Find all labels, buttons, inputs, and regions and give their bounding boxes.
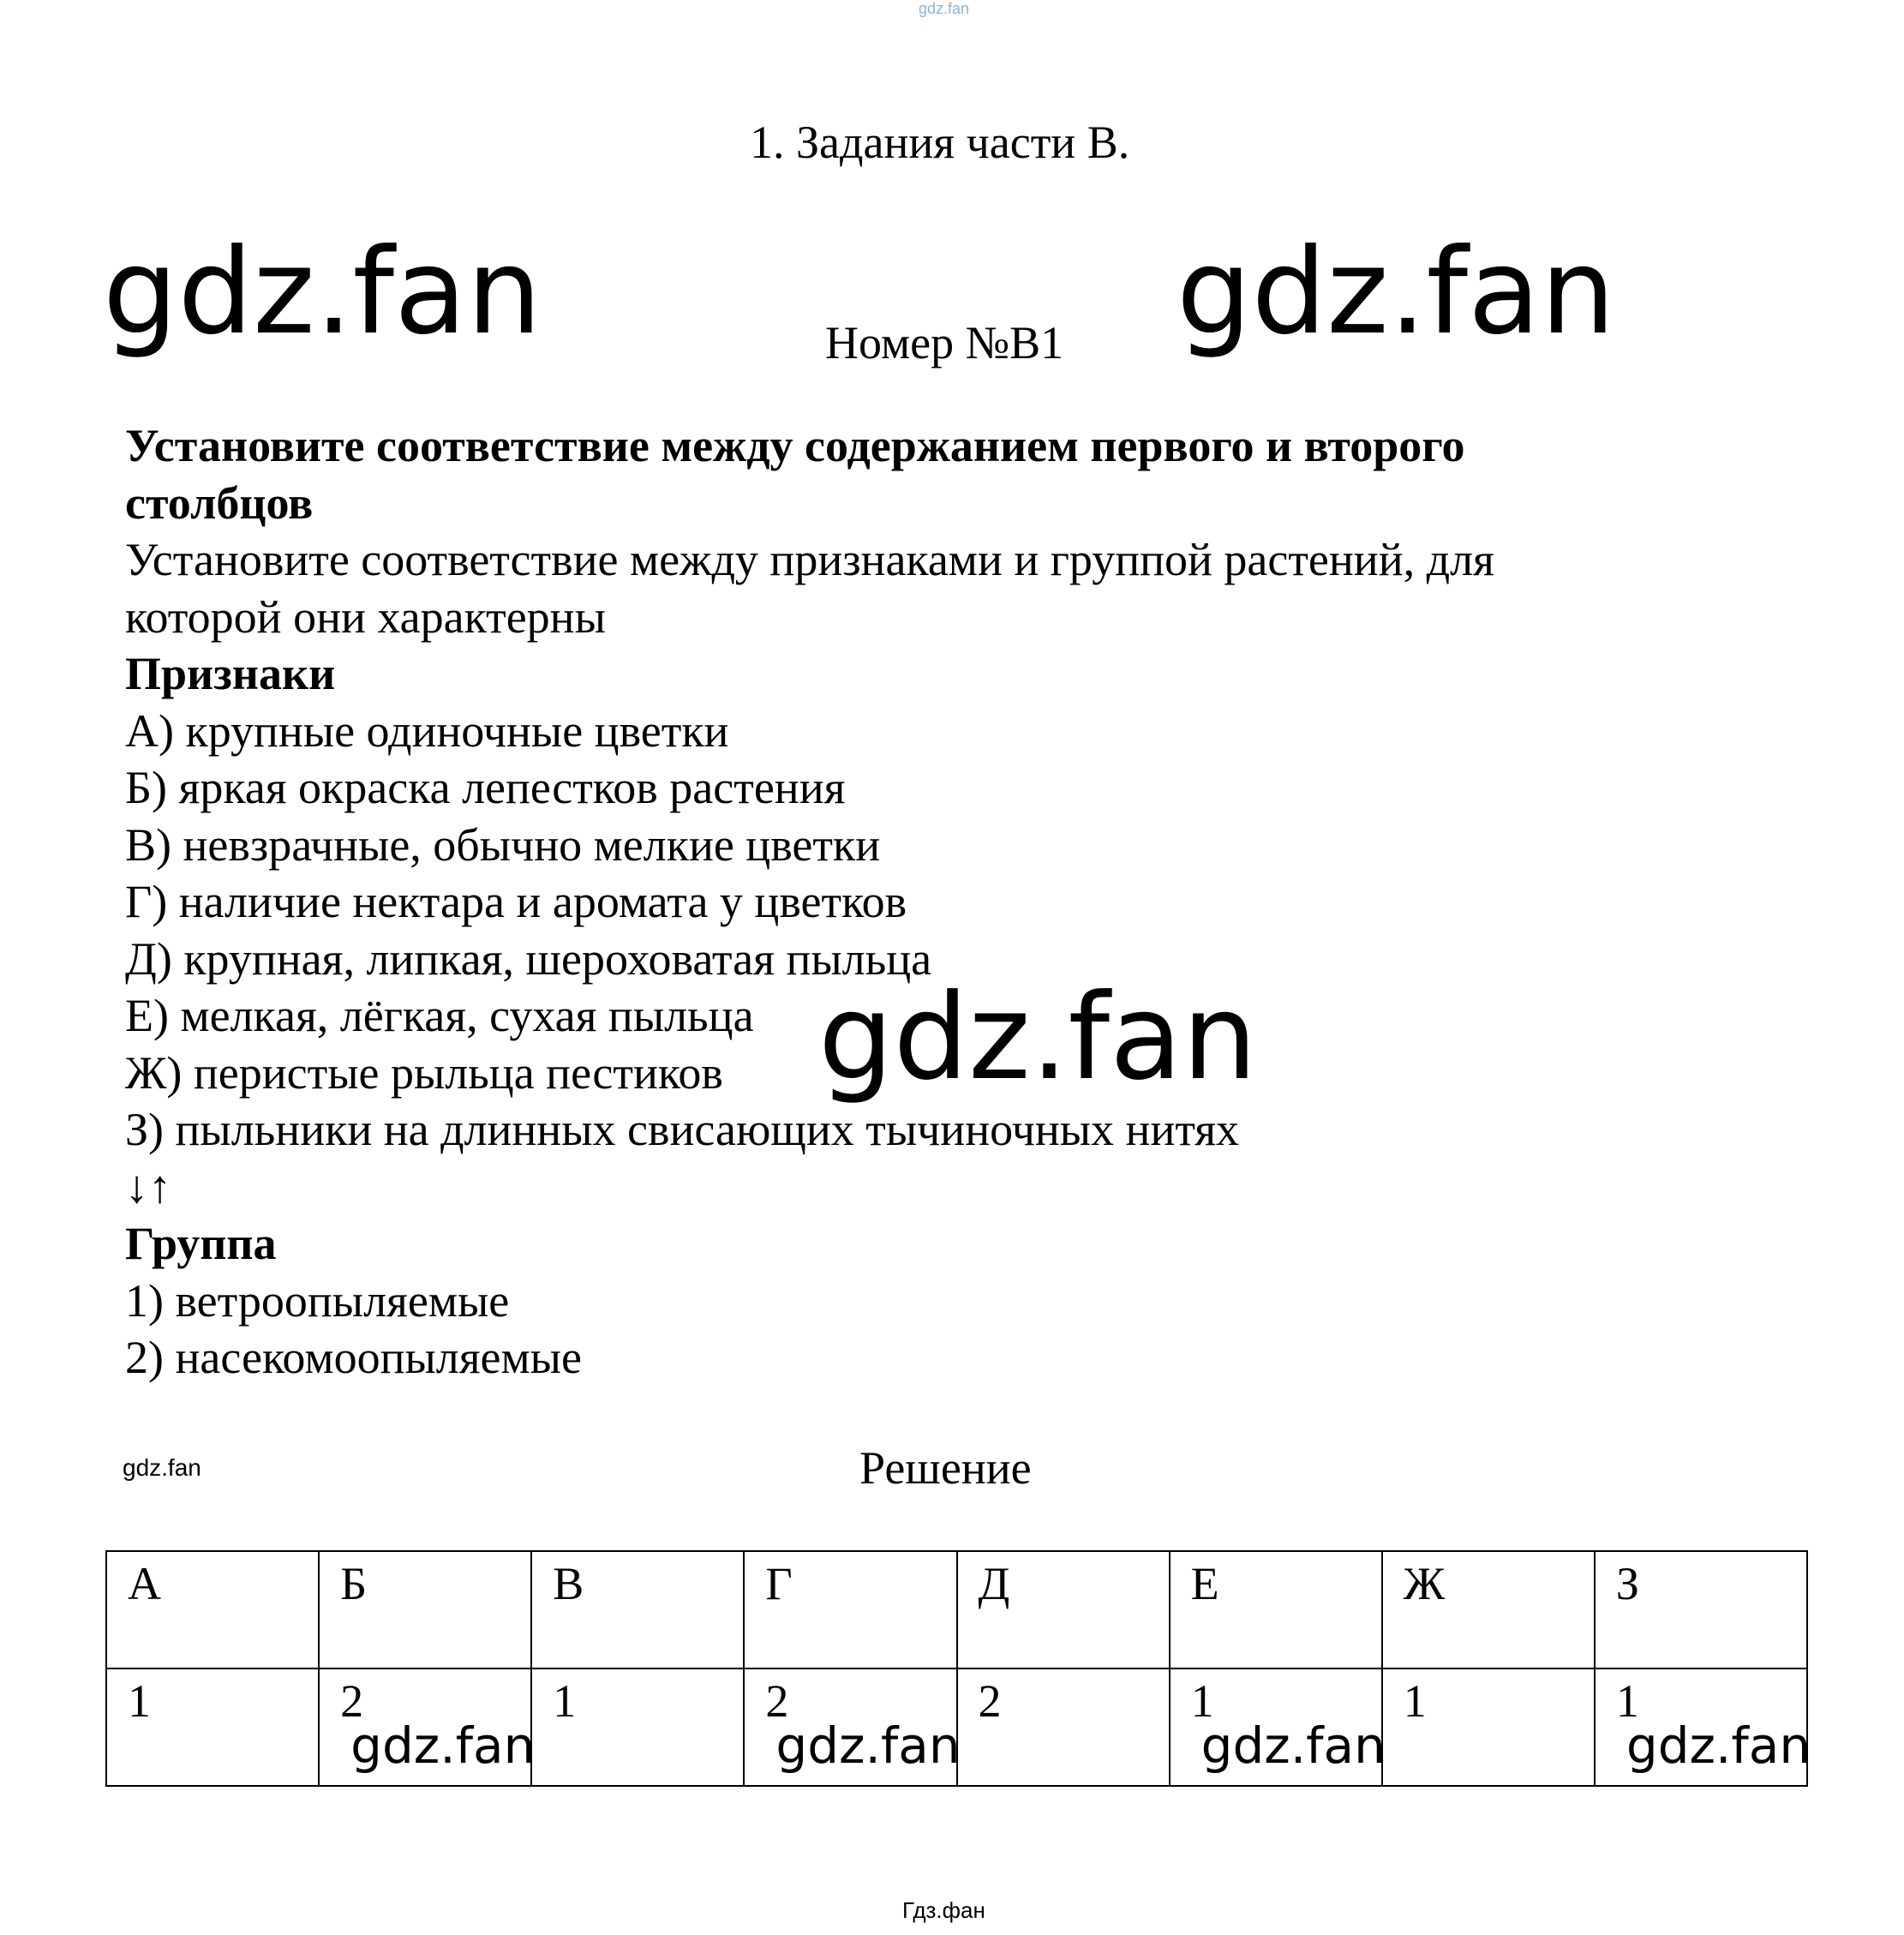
task-number: Номер №В1 bbox=[825, 317, 1064, 368]
watermark-center: gdz.fan bbox=[818, 968, 1258, 1106]
cell-watermark: gdz.fan bbox=[1200, 1716, 1386, 1775]
table-row-letters bbox=[106, 1551, 1807, 1668]
answer-value: 2 bbox=[978, 1675, 1002, 1727]
answer-value: 1 bbox=[553, 1675, 577, 1727]
sign-item: В) невзрачные, обычно мелкие цветки bbox=[125, 818, 881, 871]
watermark-left: gdz.fan bbox=[103, 223, 542, 361]
answer-value: 2 bbox=[765, 1675, 789, 1727]
letter-cell: Г bbox=[744, 1551, 956, 1668]
letter-cell: Д bbox=[957, 1551, 1170, 1668]
group-item: 1) ветроопыляемые bbox=[125, 1274, 510, 1327]
answer-cell bbox=[957, 1668, 1170, 1786]
instruction-line-1: Установите соответствие между содержанием первого и второго bbox=[125, 420, 1465, 471]
question-line-2: которой они характерны bbox=[125, 590, 606, 643]
group-heading: Группа bbox=[125, 1218, 277, 1269]
answer-cell bbox=[1595, 1668, 1811, 1786]
answer-cell bbox=[1170, 1668, 1386, 1786]
answer-cell bbox=[744, 1668, 961, 1786]
answer-value: 2 bbox=[340, 1675, 364, 1727]
sign-item: Е) мелкая, лёгкая, сухая пыльца bbox=[125, 990, 754, 1041]
task-content bbox=[125, 417, 1779, 1387]
question-line-1: Установите соответствие между признаками и группой растений, для bbox=[125, 534, 1494, 585]
letter-cell: З bbox=[1595, 1551, 1807, 1668]
footer-watermark: Гдз.фан bbox=[902, 1897, 985, 1923]
answer-value: 1 bbox=[1403, 1675, 1427, 1727]
cell-watermark: gdz.fan bbox=[1626, 1716, 1811, 1775]
sign-item: Б) яркая окраска лепестков растения bbox=[125, 762, 846, 813]
instruction-line-2: столбцов bbox=[125, 476, 314, 529]
signs-heading: Признаки bbox=[125, 648, 336, 699]
group-item: 2) насекомоопыляемые bbox=[125, 1332, 582, 1383]
letter-cell: Е bbox=[1170, 1551, 1382, 1668]
top-watermark: gdz.fan bbox=[919, 0, 970, 17]
answer-value: 1 bbox=[1615, 1675, 1639, 1727]
watermark-right: gdz.fan bbox=[1177, 223, 1616, 361]
sign-item: Г) наличие нектара и аромата у цветков bbox=[125, 876, 907, 927]
answer-cell bbox=[1382, 1668, 1595, 1786]
arrows-icon: ↓↑ bbox=[125, 1160, 171, 1213]
part-title: 1. Задания части В. bbox=[750, 117, 1130, 168]
answer-value: 1 bbox=[1190, 1675, 1214, 1727]
letter-cell: В bbox=[531, 1551, 744, 1668]
answer-cell bbox=[106, 1668, 319, 1786]
sign-item: А) крупные одиночные цветки bbox=[125, 704, 729, 757]
answer-value: 1 bbox=[128, 1675, 151, 1727]
letter-cell: Ж bbox=[1382, 1551, 1595, 1668]
answer-table bbox=[105, 1550, 1811, 1787]
cell-watermark: gdz.fan bbox=[350, 1716, 536, 1775]
answer-cell bbox=[531, 1668, 744, 1786]
small-watermark: gdz.fan bbox=[123, 1454, 201, 1481]
letter-cell: А bbox=[106, 1551, 319, 1668]
letter-cell: Б bbox=[319, 1551, 531, 1668]
sign-item: З) пыльники на длинных свисающих тычиночных нитях bbox=[125, 1104, 1240, 1155]
answer-cell bbox=[319, 1668, 536, 1786]
table-row-answers bbox=[106, 1668, 1807, 1786]
cell-watermark: gdz.fan bbox=[775, 1716, 961, 1775]
solution-title: Решение bbox=[859, 1442, 1032, 1494]
sign-item: Ж) перистые рыльца пестиков bbox=[125, 1046, 723, 1099]
sign-item: Д) крупная, липкая, шероховатая пыльца bbox=[125, 932, 932, 985]
